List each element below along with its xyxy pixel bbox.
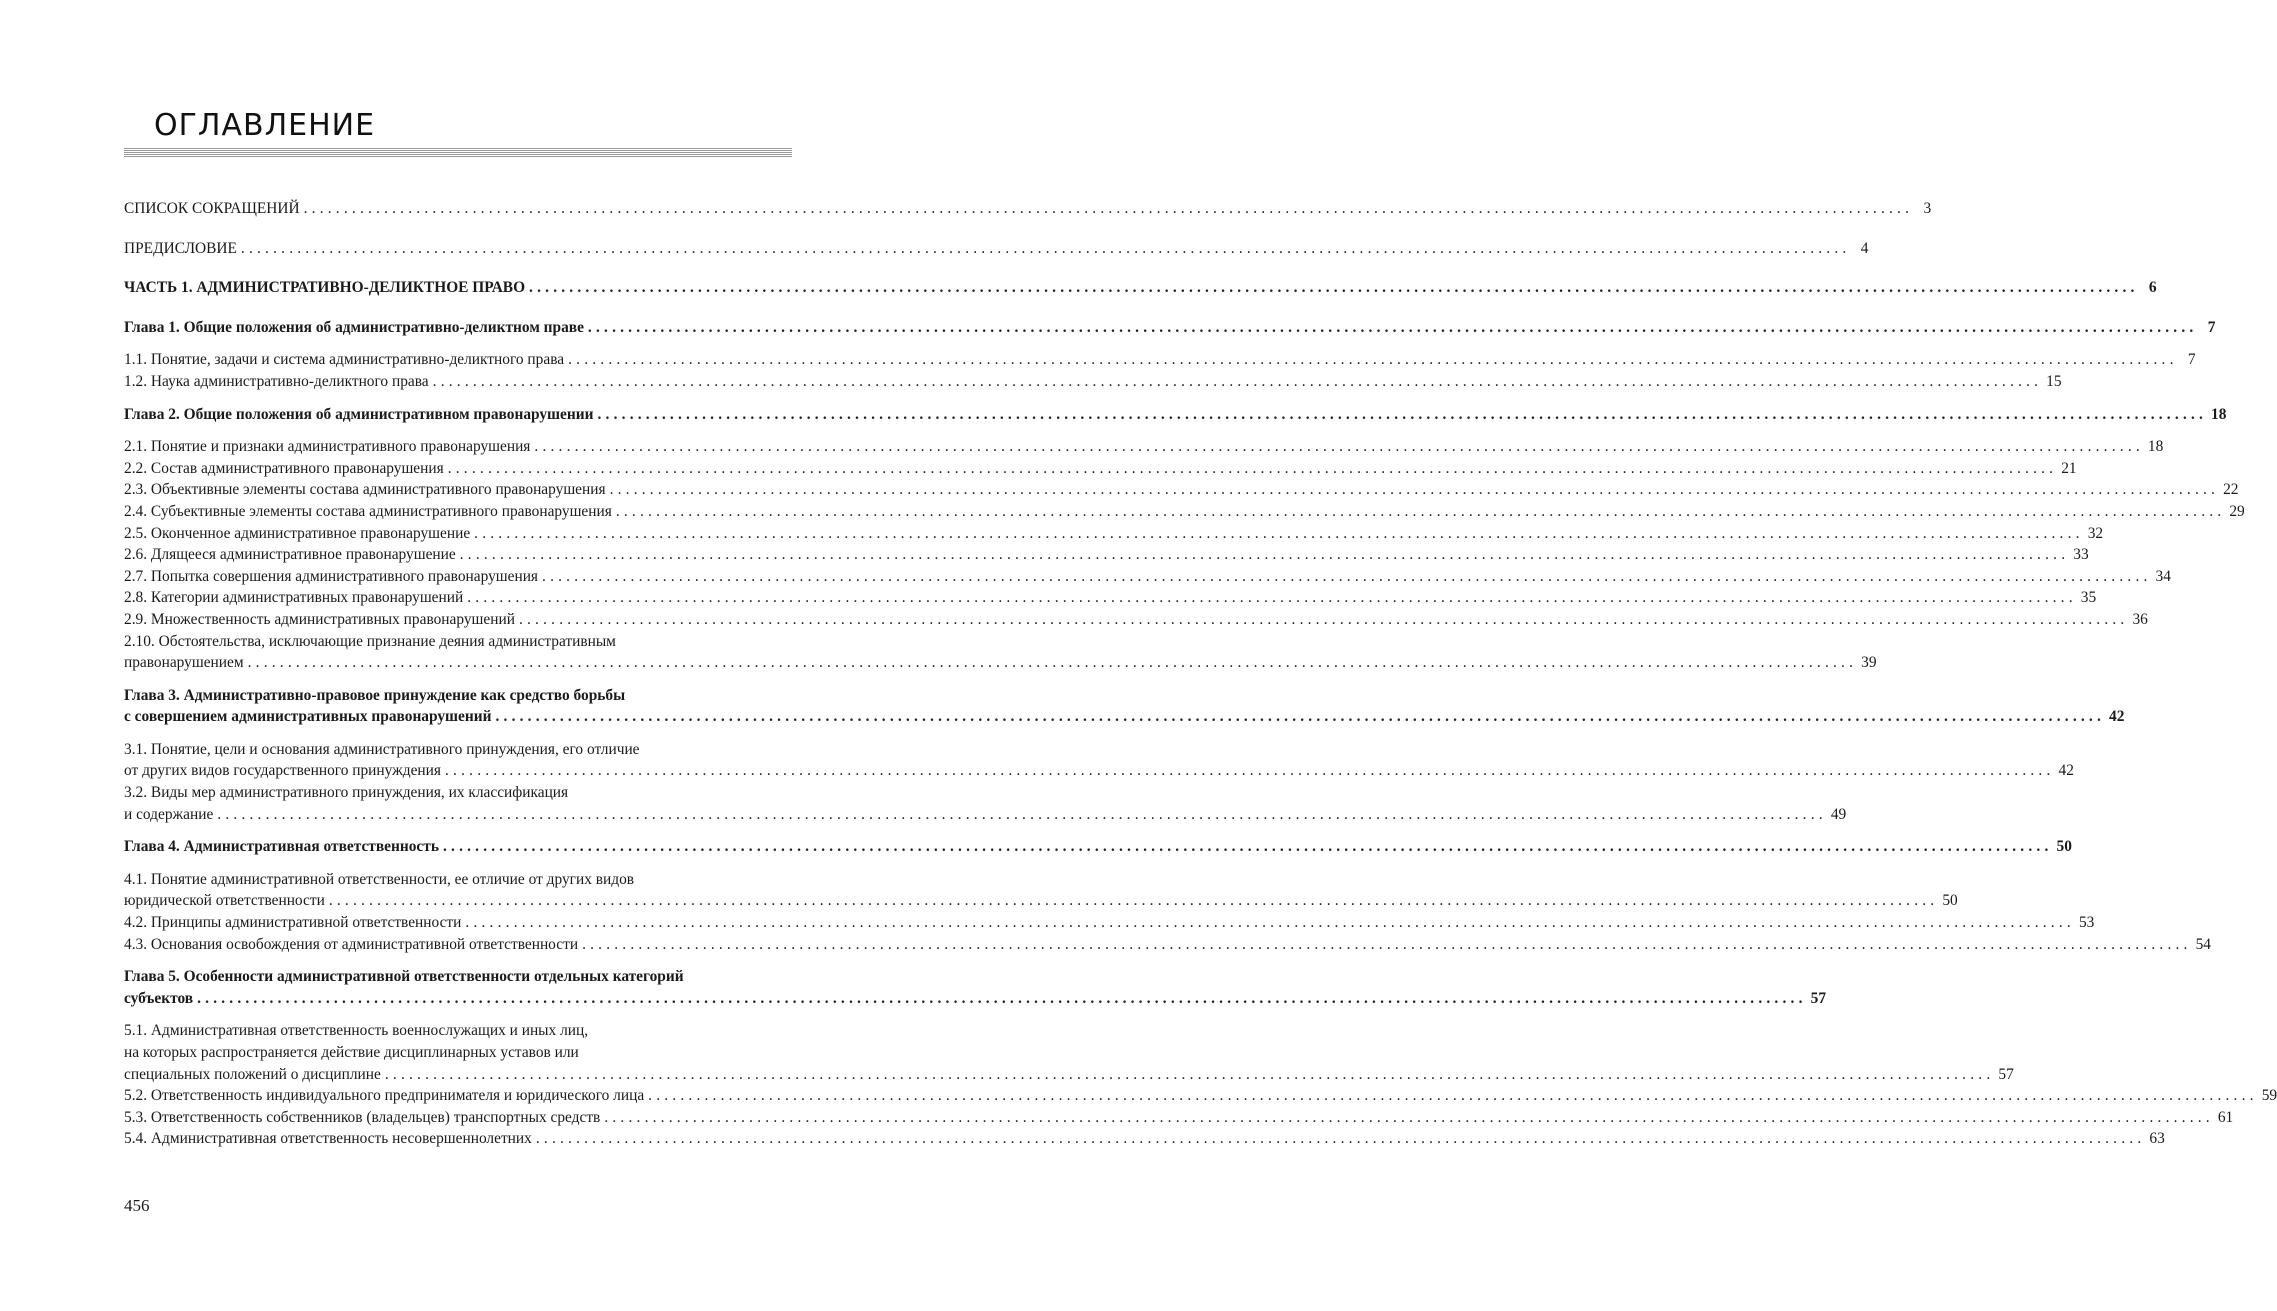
- entry-page: 32: [2087, 524, 2104, 542]
- dot-leader: ........................................................................................................................................................................................................: [587, 318, 2198, 336]
- toc-entry-section-3-2[interactable]: [124, 782, 1847, 825]
- toc-entry-section-2-10[interactable]: [124, 631, 1877, 674]
- entry-page: 15: [2046, 372, 2062, 390]
- dot-leader: ........................................................................................................................................................................................................: [604, 1108, 2214, 1126]
- dot-leader: ........................................................................................................................................................................................................: [518, 610, 2129, 628]
- dot-leader: ........................................................................................................................................................................................................: [529, 279, 2139, 297]
- entry-title-line: правонарушением: [124, 654, 244, 672]
- entry-page: 57: [1810, 989, 1827, 1007]
- entry-title: 5.4. Административная ответственность несовершеннолетних: [124, 1130, 532, 1148]
- dot-leader: ........................................................................................................................................................................................................: [197, 989, 1807, 1007]
- entry-title-line: 3.2. Виды мер административного принуждения, их классификация: [124, 784, 569, 802]
- entry-title: 5.2. Ответственность индивидуального предпринимателя и юридического лица: [124, 1087, 645, 1105]
- entry-title: Глава 1. Общие положения об административно-деликтном праве: [124, 318, 584, 336]
- entry-page: 57: [1998, 1065, 2014, 1083]
- entry-title-line: на которых распространяется действие дисциплинарных уставов или: [124, 1044, 579, 1061]
- page-number: 456: [124, 1196, 150, 1215]
- dot-leader: ........................................................................................................................................................................................................: [217, 805, 1827, 823]
- entry-title: Глава 2. Общие положения об административном правонарушении: [124, 405, 594, 423]
- toc-entry-section-2-4[interactable]: [124, 501, 2245, 523]
- toc-entry-section-2-5[interactable]: [124, 523, 2104, 545]
- dot-leader: ........................................................................................................................................................................................................: [582, 935, 2192, 953]
- entry-page: 4: [1860, 239, 1869, 257]
- entry-title-line: и содержание: [124, 805, 214, 823]
- dot-leader: ........................................................................................................................................................................................................: [648, 1087, 2258, 1105]
- toc-entry-preface[interactable]: [124, 238, 1869, 260]
- toc-entry-chapter-2[interactable]: [124, 404, 2227, 426]
- dot-leader: ........................................................................................................................................................................................................: [328, 892, 1939, 910]
- toc-entry-section-5-1[interactable]: [124, 1020, 2014, 1085]
- entry-page: 49: [1830, 805, 1847, 823]
- dot-leader: ........................................................................................................................................................................................................: [442, 838, 2053, 856]
- entry-page: 21: [2061, 459, 2077, 477]
- toc-entry-section-3-1[interactable]: [124, 739, 2074, 782]
- toc-entry-chapter-3[interactable]: [124, 685, 2125, 728]
- toc-entry-abbreviations[interactable]: [124, 198, 1932, 220]
- entry-title: 2.4. Субъективные элементы состава административного правонарушения: [124, 502, 612, 520]
- entry-title: 2.8. Категории административных правонарушений: [124, 589, 464, 607]
- toc-entry-section-1-1[interactable]: [124, 349, 2196, 371]
- entry-page: 53: [2078, 914, 2095, 932]
- entry-title: 2.2. Состав административного правонарушения: [124, 459, 444, 477]
- toc-entry-section-5-4[interactable]: [124, 1128, 2165, 1150]
- entry-page: 36: [2132, 610, 2148, 628]
- entry-title-line: Глава 5. Особенности административной ответственности отдельных категорий: [124, 968, 684, 986]
- title-rule: [124, 148, 792, 157]
- toc-entry-section-2-2[interactable]: [124, 458, 2077, 480]
- entry-page: 33: [2073, 546, 2089, 564]
- entry-title: 2.9. Множественность административных правонарушений: [124, 610, 515, 628]
- entry-title: СПИСОК СОКРАЩЕНИЙ: [124, 200, 300, 217]
- dot-leader: ........................................................................................................................................................................................................: [609, 481, 2220, 499]
- dot-leader: ........................................................................................................................................................................................................: [467, 589, 2077, 607]
- entry-title: Глава 4. Административная ответственность: [124, 838, 439, 856]
- entry-title: 4.3. Основания освобождения от административной ответственности: [124, 935, 579, 953]
- toc-entry-chapter-1[interactable]: [124, 317, 2216, 339]
- toc-entry-section-2-8[interactable]: [124, 587, 2097, 609]
- entry-title: 2.6. Длящееся административное правонарушение: [124, 546, 456, 564]
- entry-page: 22: [2223, 481, 2239, 499]
- entry-page: 18: [2211, 405, 2227, 423]
- dot-leader: ........................................................................................................................................................................................................: [597, 405, 2208, 423]
- entry-title-line: с совершением административных правонарушений: [124, 708, 492, 726]
- toc-entry-section-5-3[interactable]: [124, 1107, 2234, 1129]
- entry-page: 7: [2207, 318, 2216, 336]
- entry-title-line: специальных положений о дисциплине: [124, 1065, 381, 1083]
- entry-page: 42: [2109, 708, 2125, 726]
- dot-leader: ........................................................................................................................................................................................................: [615, 502, 2226, 520]
- entry-title: 1.2. Наука административно-деликтного права: [124, 372, 429, 390]
- entry-page: 7: [2187, 351, 2196, 369]
- entry-page: 3: [1923, 200, 1932, 217]
- toc-entry-section-2-7[interactable]: [124, 566, 2171, 588]
- toc-entry-section-2-6[interactable]: [124, 544, 2089, 566]
- toc-entry-section-4-1[interactable]: [124, 869, 1958, 912]
- entry-page: 39: [1861, 654, 1877, 672]
- entry-title: 1.1. Понятие, задачи и система административно-деликтного права: [124, 351, 565, 369]
- entry-title-line: юридической ответственности: [124, 892, 325, 910]
- entry-title-line: субъектов: [124, 989, 194, 1007]
- dot-leader: ........................................................................................................................................................................................................: [447, 459, 2058, 477]
- entry-title-line: от других видов государственного принуждения: [124, 762, 441, 780]
- dot-leader: ........................................................................................................................................................................................................: [465, 914, 2075, 932]
- entry-title-line: Глава 3. Административно-правовое принуждение как средство борьбы: [124, 686, 626, 704]
- toc-entry-section-4-3[interactable]: [124, 934, 2211, 956]
- entry-page: 50: [2056, 838, 2072, 856]
- dot-leader: ........................................................................................................................................................................................................: [535, 1130, 2146, 1148]
- dot-leader: ........................................................................................................................................................................................................: [240, 239, 1851, 257]
- dot-leader: ........................................................................................................................................................................................................: [542, 567, 2152, 585]
- dot-leader: ........................................................................................................................................................................................................: [474, 524, 2084, 542]
- entry-page: 54: [2195, 935, 2211, 953]
- entry-title-line: 2.10. Обстоятельства, исключающие признание деяния административным: [124, 632, 616, 650]
- entry-title: 2.5. Оконченное административное правонарушение: [124, 524, 471, 542]
- page-title: ОГЛАВЛЕНИЕ: [154, 108, 376, 143]
- dot-leader: ........................................................................................................................................................................................................: [459, 546, 2070, 564]
- dot-leader: ........................................................................................................................................................................................................: [247, 654, 1858, 672]
- dot-leader: ........................................................................................................................................................................................................: [432, 372, 2043, 390]
- entry-title: 2.3. Объективные элементы состава административного правонарушения: [124, 481, 606, 499]
- toc-entry-section-2-9[interactable]: [124, 609, 2148, 631]
- entry-page: 6: [2148, 279, 2157, 297]
- toc-entry-section-1-2[interactable]: [124, 371, 2062, 393]
- toc-entry-section-5-2[interactable]: [124, 1085, 2277, 1107]
- toc-entry-section-4-2[interactable]: [124, 912, 2095, 934]
- table-of-contents: [124, 198, 2277, 1150]
- toc-entry-section-2-1[interactable]: [124, 436, 2164, 458]
- dot-leader: ........................................................................................................................................................................................................: [445, 762, 2055, 780]
- dot-leader: ........................................................................................................................................................................................................: [568, 351, 2178, 369]
- entry-page: 18: [2147, 438, 2164, 456]
- entry-page: 35: [2080, 589, 2097, 607]
- entry-page: 61: [2217, 1108, 2234, 1126]
- toc-entry-section-2-3[interactable]: [124, 479, 2239, 501]
- toc-entry-chapter-5[interactable]: [124, 966, 1827, 1009]
- entry-title-line: 4.1. Понятие административной ответственности, ее отличие от других видов: [124, 870, 635, 888]
- entry-title-line: 3.1. Понятие, цели и основания административного принуждения, его отличие: [124, 740, 640, 758]
- entry-title: 2.1. Понятие и признаки административного правонарушения: [124, 438, 531, 456]
- dot-leader: ........................................................................................................................................................................................................: [384, 1065, 1995, 1083]
- entry-page: 59: [2261, 1087, 2277, 1105]
- dot-leader: ........................................................................................................................................................................................................: [534, 438, 2144, 456]
- entry-page: 42: [2058, 762, 2074, 780]
- toc-entry-chapter-4[interactable]: [124, 836, 2072, 858]
- entry-title: ПРЕДИСЛОВИЕ: [124, 239, 237, 257]
- dot-leader: ........................................................................................................................................................................................................: [303, 200, 1914, 217]
- entry-title: 5.3. Ответственность собственников (владельцев) транспортных средств: [124, 1108, 601, 1126]
- entry-title-line: 5.1. Административная ответственность военнослужащих и иных лиц,: [124, 1022, 589, 1040]
- entry-title: 2.7. Попытка совершения административного правонарушения: [124, 567, 539, 585]
- entry-page: 29: [2229, 502, 2245, 520]
- entry-page: 34: [2155, 567, 2171, 585]
- entry-title: ЧАСТЬ 1. АДМИНИСТРАТИВНО-ДЕЛИКТНОЕ ПРАВО: [124, 279, 526, 297]
- entry-title: 4.2. Принципы административной ответственности: [124, 914, 462, 932]
- toc-entry-part-1[interactable]: [124, 277, 2157, 299]
- entry-page: 50: [1942, 892, 1958, 910]
- entry-page: 63: [2149, 1130, 2165, 1148]
- dot-leader: ........................................................................................................................................................................................................: [495, 708, 2106, 726]
